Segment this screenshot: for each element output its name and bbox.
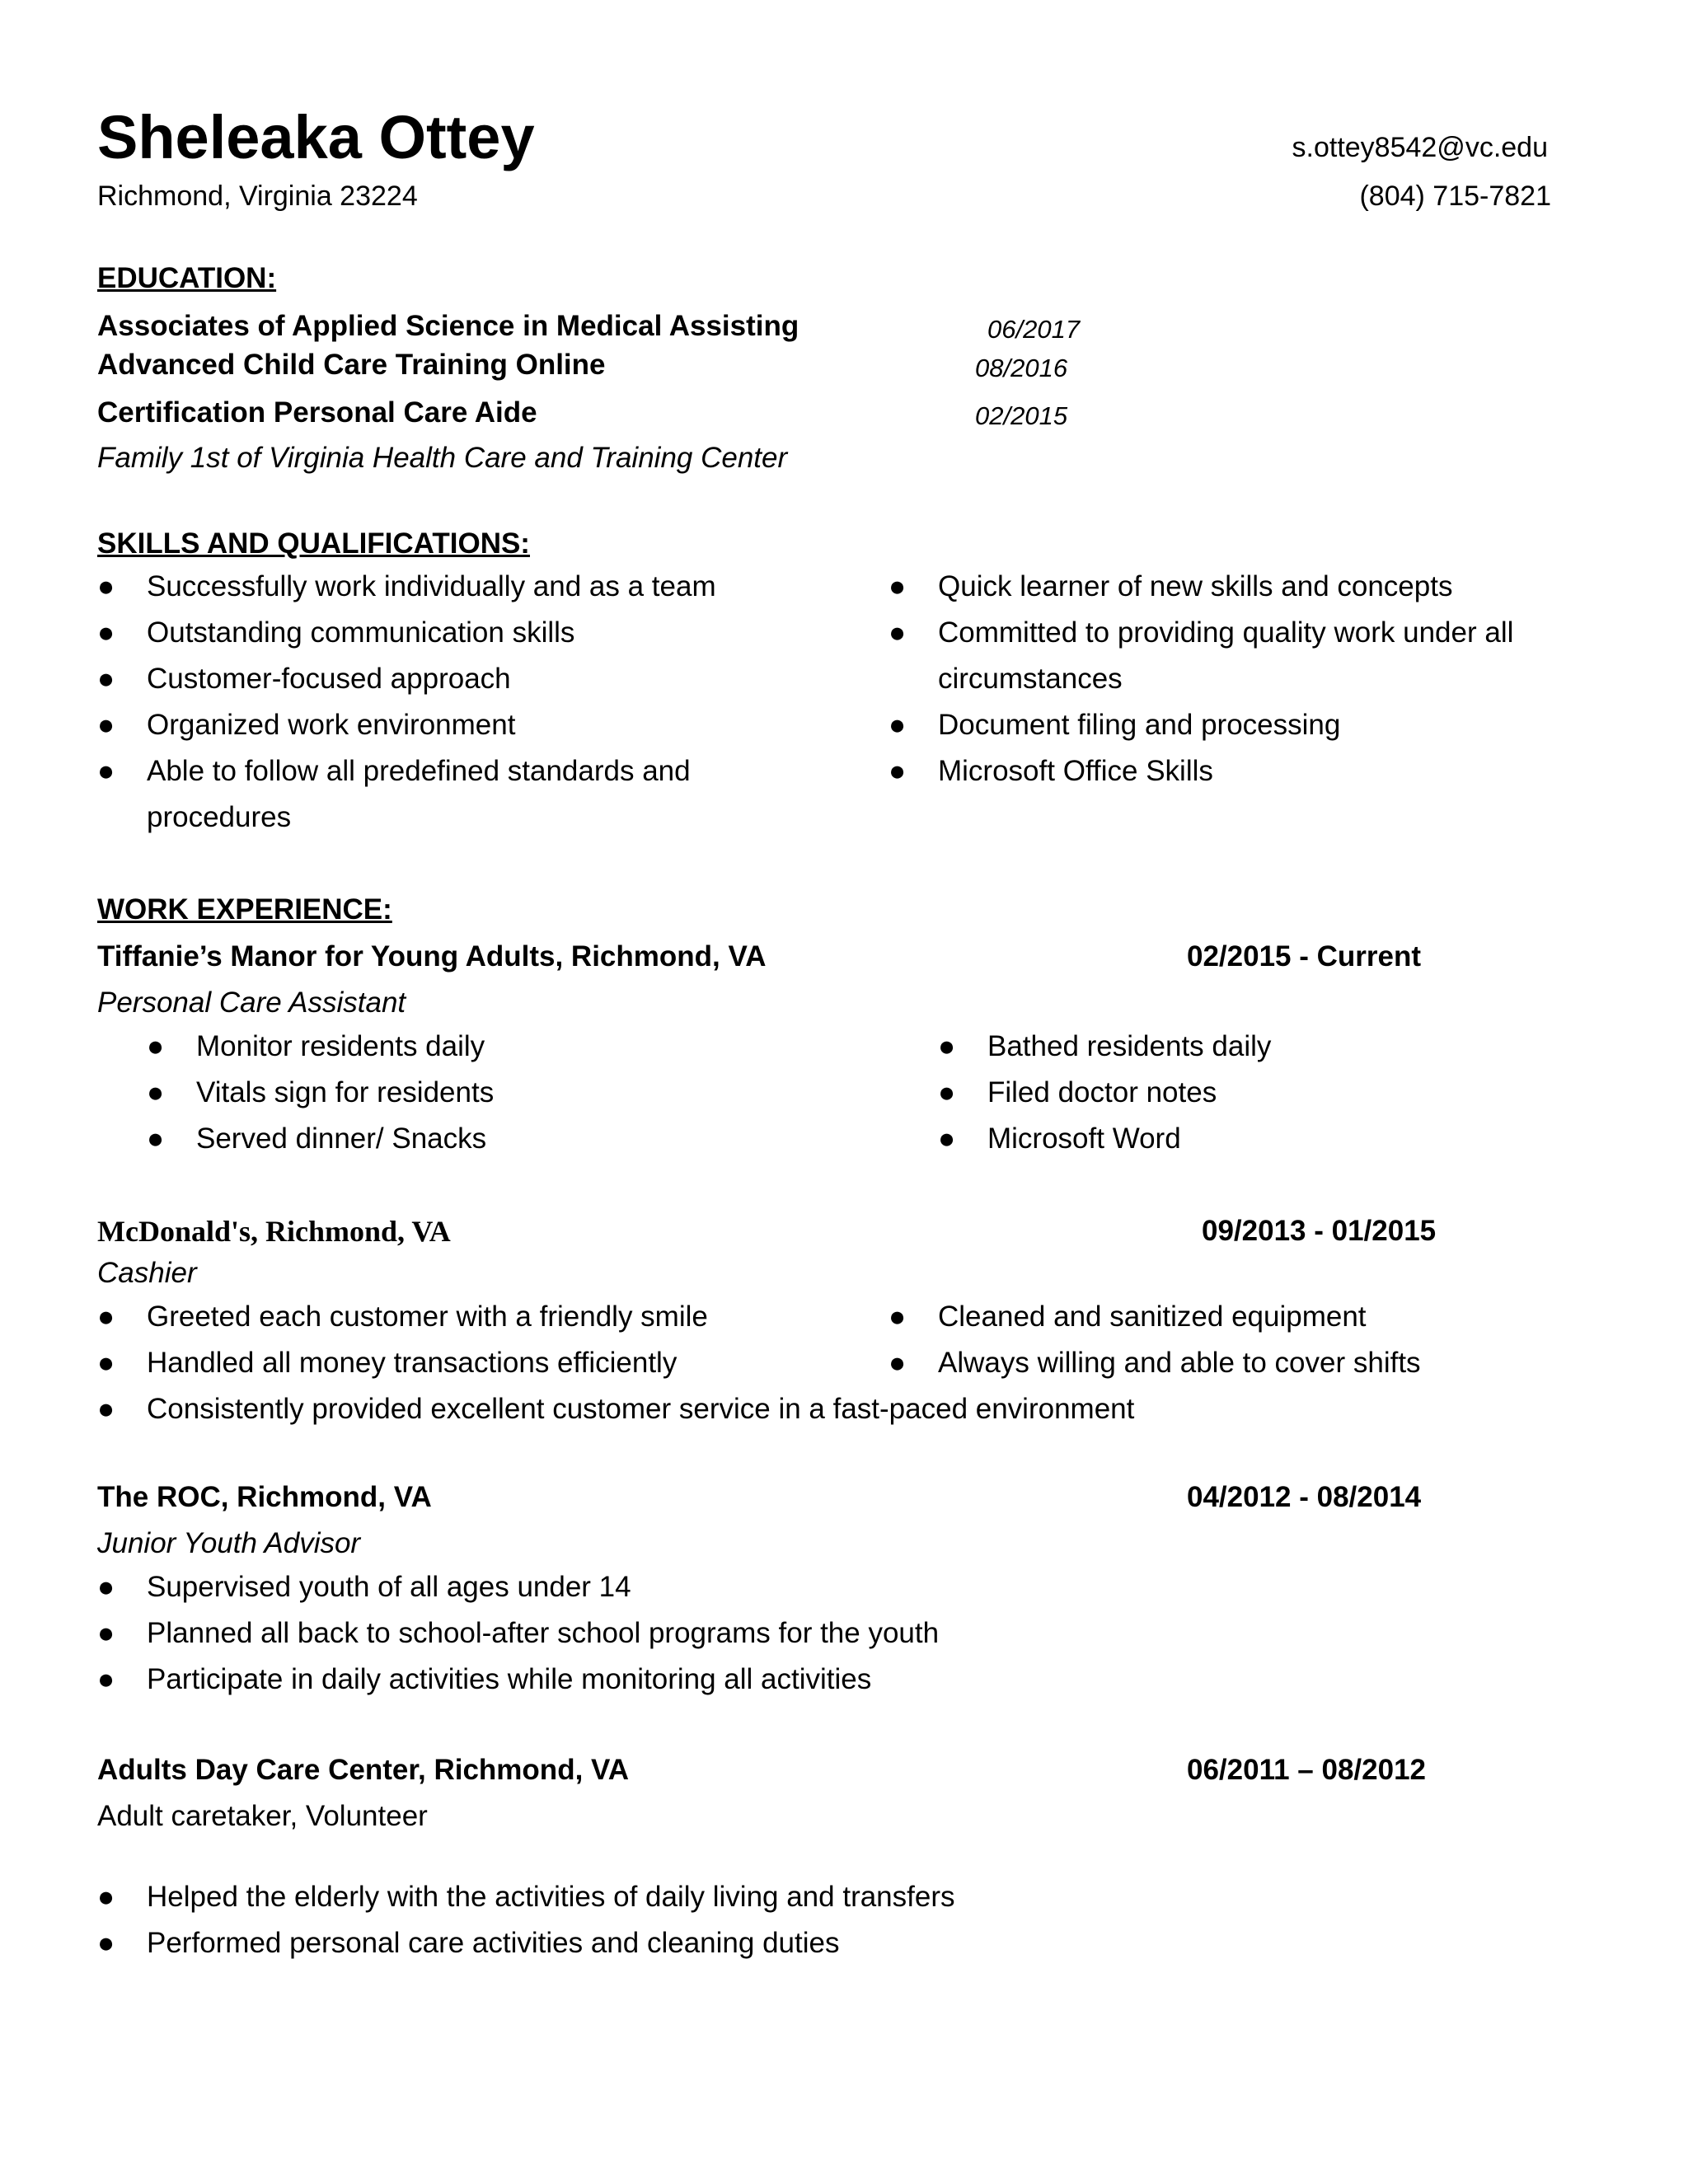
- skill-text: Customer-focused approach: [147, 663, 511, 695]
- location: Richmond, Virginia 23224: [97, 180, 418, 212]
- duty-text: Vitals sign for residents: [196, 1076, 495, 1108]
- phone-number: (804) 715-7821: [1359, 180, 1551, 212]
- list-item: [97, 748, 790, 841]
- duty-text: Handled all money transactions efficiently: [147, 1347, 678, 1379]
- work-heading: WORK EXPERIENCE:: [97, 893, 392, 926]
- bullet-icon: ●: [97, 663, 115, 695]
- bullet-icon: ●: [97, 616, 115, 649]
- duty-text: Bathed residents daily: [987, 1030, 1272, 1062]
- bullet-icon: ●: [938, 1122, 956, 1155]
- bullet-icon: ●: [97, 1301, 115, 1333]
- bullet-icon: ●: [97, 1927, 115, 1959]
- bullet-icon: ●: [938, 1076, 956, 1108]
- education-item-date: 06/2017: [987, 315, 1081, 344]
- duty-text: Monitor residents daily: [196, 1030, 485, 1062]
- skill-text: Able to follow all predefined standards and procedures: [147, 755, 691, 833]
- bullet-icon: ●: [147, 1122, 165, 1155]
- bullet-icon: ●: [97, 755, 115, 787]
- bullet-icon: ●: [889, 755, 907, 787]
- education-item-title: Advanced Child Care Training Online: [97, 349, 606, 381]
- job-employer: The ROC, Richmond, VA: [97, 1481, 432, 1513]
- bullet-icon: ●: [97, 1881, 115, 1913]
- duty-text: Performed personal care activities and cleaning duties: [147, 1927, 840, 1959]
- skill-text: Document filing and processing: [938, 709, 1341, 741]
- duty-text: Helped the elderly with the activities of daily living and transfers: [147, 1881, 955, 1913]
- education-item-title: Certification Personal Care Aide: [97, 396, 537, 429]
- education-heading: EDUCATION:: [97, 262, 277, 294]
- job-dates: 06/2011 – 08/2012: [1187, 1754, 1427, 1786]
- duty-text: Planned all back to school-after school programs for the youth: [147, 1617, 940, 1649]
- bullet-icon: ●: [97, 1347, 115, 1379]
- skill-text: Successfully work individually and as a team: [147, 570, 716, 602]
- list-item: [889, 610, 1564, 702]
- skill-text: Committed to providing quality work under all circumstances: [938, 616, 1514, 695]
- education-item-title: Associates of Applied Science in Medical Assisting: [97, 310, 799, 342]
- bullet-icon: ●: [938, 1030, 956, 1062]
- education-institution: Family 1st of Virginia Health Care and Training Center: [97, 442, 788, 474]
- bullet-icon: ●: [889, 1347, 907, 1379]
- bullet-icon: ●: [97, 1571, 115, 1603]
- skills-heading: SKILLS AND QUALIFICATIONS:: [97, 527, 530, 560]
- education-item-date: 02/2015: [975, 401, 1068, 430]
- duty-text: Cleaned and sanitized equipment: [938, 1301, 1367, 1333]
- job-employer: McDonald's, Richmond, VA: [97, 1215, 451, 1248]
- bullet-icon: ●: [97, 1617, 115, 1649]
- bullet-icon: ●: [889, 570, 907, 602]
- duty-text: Supervised youth of all ages under 14: [147, 1571, 631, 1603]
- bullet-icon: ●: [889, 709, 907, 741]
- duty-text: Greeted each customer with a friendly smile: [147, 1301, 708, 1333]
- job-dates: 09/2013 - 01/2015: [1202, 1215, 1437, 1247]
- skill-text: Organized work environment: [147, 709, 516, 741]
- duty-text: Microsoft Word: [987, 1122, 1181, 1155]
- job-employer: Tiffanie’s Manor for Young Adults, Richmond, VA: [97, 940, 767, 972]
- job-role: Adult caretaker, Volunteer: [97, 1800, 428, 1832]
- bullet-icon: ●: [97, 1663, 115, 1695]
- bullet-icon: ●: [147, 1030, 165, 1062]
- skill-text: Outstanding communication skills: [147, 616, 575, 649]
- duty-text: Served dinner/ Snacks: [196, 1122, 487, 1155]
- email-address: s.ottey8542@vc.edu: [1292, 132, 1548, 163]
- bullet-icon: ●: [97, 1393, 115, 1425]
- duty-text: Participate in daily activities while monitoring all activities: [147, 1663, 872, 1695]
- bullet-icon: ●: [889, 1301, 907, 1333]
- skill-text: Quick learner of new skills and concepts: [938, 570, 1453, 602]
- bullet-icon: ●: [97, 570, 115, 602]
- job-dates: 04/2012 - 08/2014: [1187, 1481, 1422, 1513]
- skill-text: Microsoft Office Skills: [938, 755, 1213, 787]
- job-role: Cashier: [97, 1257, 197, 1289]
- job-role: Personal Care Assistant: [97, 987, 406, 1019]
- bullet-icon: ●: [889, 616, 907, 649]
- duty-text: Consistently provided excellent customer service in a fast-paced environment: [147, 1393, 1135, 1425]
- job-dates: 02/2015 - Current: [1187, 940, 1422, 972]
- education-item-date: 08/2016: [975, 354, 1068, 382]
- bullet-icon: ●: [147, 1076, 165, 1108]
- duty-text: Filed doctor notes: [987, 1076, 1217, 1108]
- job-employer: Adults Day Care Center, Richmond, VA: [97, 1754, 630, 1786]
- candidate-name: Sheleaka Ottey: [97, 103, 535, 171]
- duty-text: Always willing and able to cover shifts: [938, 1347, 1421, 1379]
- bullet-icon: ●: [97, 709, 115, 741]
- job-role: Junior Youth Advisor: [97, 1527, 361, 1559]
